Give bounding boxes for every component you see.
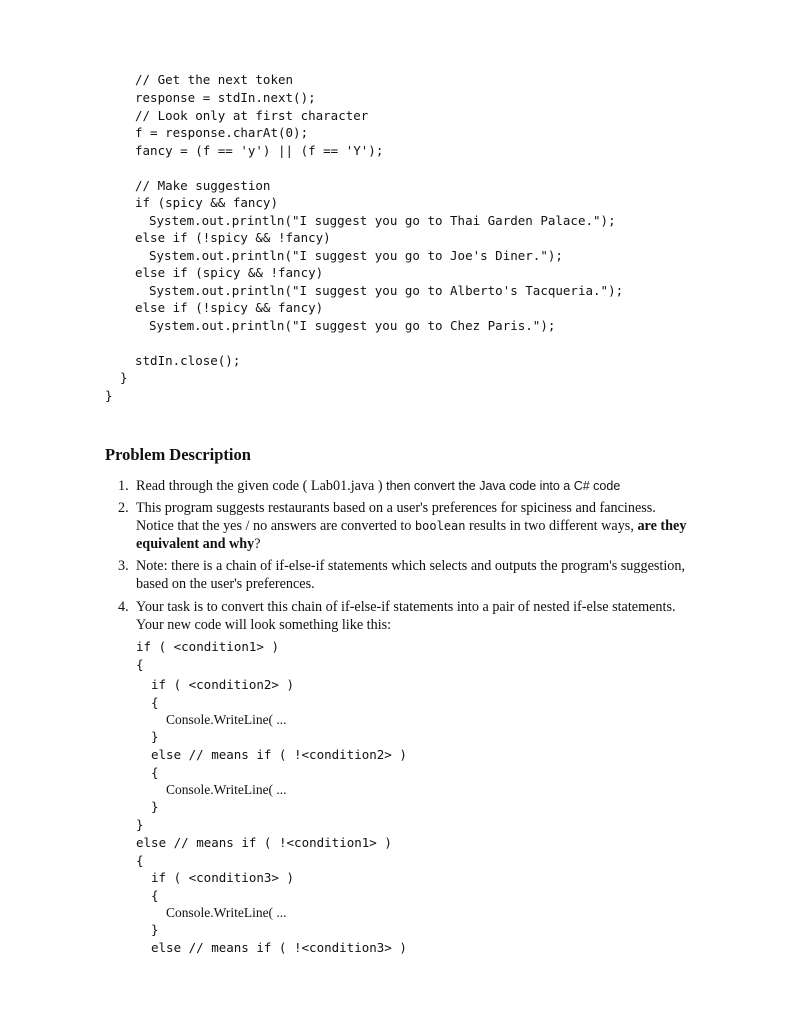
list-number: 1. <box>118 478 129 494</box>
code-brace: } <box>151 799 159 814</box>
code-comment: // Look only at first character <box>135 108 369 123</box>
item-line: Your new code will look something like this: <box>136 617 392 633</box>
code-brace: { <box>151 695 159 710</box>
code-line: else // means if ( !<condition3> ) <box>151 940 407 955</box>
item-line: Your task is to convert this chain of if-else-if statements into a pair of nested if-else statements. <box>136 599 676 615</box>
code-line: f = response.charAt(0); <box>135 125 309 140</box>
list-text <box>136 557 740 593</box>
code-line: if ( <condition1> ) <box>136 639 279 654</box>
code-brace: { <box>151 765 159 780</box>
item-bold: are they <box>637 518 687 534</box>
code-line: else // means if ( !<condition1> ) <box>136 835 392 850</box>
item-text: Read through the given code ( Lab01.java ) <box>136 478 383 494</box>
code-brace: } <box>151 922 159 937</box>
section-heading: Problem Description <box>105 445 251 464</box>
code-line: else if (spicy && !fancy) <box>135 265 324 280</box>
list-number: 3. <box>118 558 129 574</box>
code-comment: // Make suggestion <box>135 178 271 193</box>
code-line: stdIn.close(); <box>135 353 241 368</box>
code-line: if (spicy && fancy) <box>135 195 278 210</box>
code-line: else if (!spicy && fancy) <box>135 300 324 315</box>
code-line: response = stdIn.next(); <box>135 90 316 105</box>
code-brace: } <box>151 729 159 744</box>
item-text-sans: then convert the Java code into a C# code <box>382 479 621 493</box>
item-line: This program suggests restaurants based on a user's preferences for spiciness and fanciness. <box>136 500 656 516</box>
code-line: System.out.println("I suggest you go to Joe's Diner."); <box>149 248 563 263</box>
code-writeline: Console.WriteLine( ... <box>166 782 287 797</box>
code-line: System.out.println("I suggest you go to Thai Garden Palace."); <box>149 213 616 228</box>
code-line: System.out.println("I suggest you go to Chez Paris."); <box>149 318 556 333</box>
list-text <box>136 598 740 634</box>
code-brace: { <box>136 853 144 868</box>
code-line: else if (!spicy && !fancy) <box>135 230 331 245</box>
code-line: else // means if ( !<condition2> ) <box>151 747 407 762</box>
code-line: System.out.println("I suggest you go to Alberto's Tacqueria."); <box>149 283 624 298</box>
code-brace: } <box>120 370 128 385</box>
code-writeline: Console.WriteLine( ... <box>166 905 287 920</box>
item-bold: equivalent and why <box>136 536 255 552</box>
list-number: 2. <box>118 500 129 516</box>
list-text <box>136 499 740 553</box>
code-brace: } <box>105 388 113 403</box>
code-brace: } <box>136 817 144 832</box>
list-text <box>136 477 740 495</box>
inline-code: boolean <box>414 519 466 533</box>
item-line: results in two different ways, <box>465 518 638 534</box>
list-number: 4. <box>118 599 129 615</box>
code-brace: { <box>151 888 159 903</box>
code-line: if ( <condition3> ) <box>151 870 294 885</box>
item-line: based on the user's preferences. <box>136 576 315 592</box>
code-comment: // Get the next token <box>135 72 294 87</box>
code-line: fancy = (f == 'y') || (f == 'Y'); <box>135 143 384 158</box>
item-line: Notice that the yes / no answers are converted to <box>136 518 415 534</box>
code-brace: { <box>136 657 144 672</box>
code-line: if ( <condition2> ) <box>151 677 294 692</box>
code-writeline: Console.WriteLine( ... <box>166 712 287 727</box>
item-line: ? <box>254 536 261 552</box>
item-line: Note: there is a chain of if-else-if statements which selects and outputs the program's suggestion, <box>136 558 686 574</box>
